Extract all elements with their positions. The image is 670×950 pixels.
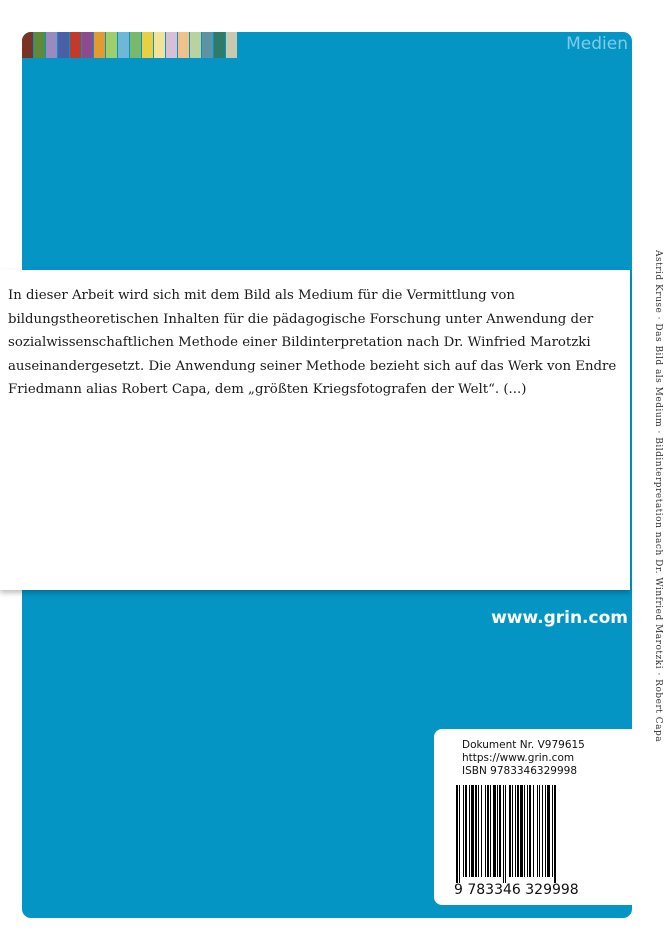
blurb-text: In dieser Arbeit wird sich mit dem Bild als Medium für die Vermittlung von bildungstheoretischen Inhalten für die pädagogische Forschung unter Anwendung der sozialwissenschaftlichen Methode einer Bildinterpretation nach Dr. Winfried Marotzki auseinandergesetzt. Die Anwendung seiner Methode bezieht sich auf das Werk von Endre Friedmann alias Robert Capa, dem „größten Kriegsfotografen der Welt“. (...): [8, 288, 617, 397]
barcode-digits: 9 783346 329998: [454, 882, 579, 898]
barcode-bar: [505, 785, 506, 883]
barcode-bar: [459, 785, 460, 883]
document-number: Dokument Nr. V979615: [462, 739, 585, 751]
barcode-bar: [463, 785, 464, 877]
spine: [650, 250, 666, 900]
barcode-bar: [497, 785, 498, 877]
barcode-bar: [524, 785, 525, 877]
barcode-bar: [552, 785, 553, 877]
color-stripe: [70, 32, 81, 58]
barcode-bar: [469, 785, 470, 877]
color-stripe: [166, 32, 177, 58]
barcode-bar: [485, 785, 486, 877]
isbn: ISBN 9783346329998: [462, 765, 578, 777]
category-label: Medien: [566, 34, 628, 54]
publisher-url: www.grin.com: [491, 608, 628, 628]
barcode-bar: [545, 785, 546, 877]
document-url: https://www.grin.com: [462, 752, 575, 764]
barcode-bar: [542, 785, 543, 877]
color-stripe: [22, 32, 33, 58]
document-info: [462, 739, 585, 778]
color-stripes: [22, 32, 252, 58]
barcode-bar: [539, 785, 540, 877]
blurb-panel: [0, 270, 630, 590]
color-stripe: [58, 32, 69, 58]
barcode-bar: [529, 785, 531, 877]
color-stripe: [142, 32, 153, 58]
barcode-bar: [487, 785, 489, 877]
barcode-bar: [527, 785, 528, 877]
barcode-bar: [520, 785, 523, 877]
barcode-bar: [493, 785, 496, 877]
barcode-bar: [478, 785, 479, 877]
barcode-bar: [533, 785, 534, 877]
color-stripe: [118, 32, 129, 58]
barcode-bar: [481, 785, 482, 877]
barcode-bar: [537, 785, 538, 877]
color-stripe: [94, 32, 105, 58]
color-stripe: [190, 32, 201, 58]
color-stripe: [178, 32, 189, 58]
barcode-bar: [515, 785, 516, 877]
color-stripe: [202, 32, 213, 58]
barcode-bar: [547, 785, 550, 877]
color-stripe: [226, 32, 237, 58]
barcode-bar: [503, 785, 504, 883]
color-stripe: [82, 32, 93, 58]
barcode-bar: [465, 785, 467, 877]
barcode-image: [456, 785, 610, 883]
spine-text: Astrid Kruse · Das Bild als Medium · Bildinterpretation nach Dr. Winfried Marotzki · Robert Capa: [653, 250, 663, 743]
barcode-bar: [509, 785, 511, 877]
barcode-bar: [554, 785, 556, 883]
barcode-bar: [456, 785, 458, 883]
barcode-bar: [517, 785, 519, 877]
barcode-bar: [490, 785, 491, 877]
barcode-bar: [471, 785, 474, 877]
barcode-bar: [475, 785, 477, 877]
color-stripe: [130, 32, 141, 58]
color-stripe: [34, 32, 45, 58]
barcode-box: [434, 729, 632, 905]
barcode-bar: [512, 785, 513, 877]
color-stripe: [214, 32, 225, 58]
color-stripe: [106, 32, 117, 58]
color-stripe: [46, 32, 57, 58]
color-stripe: [154, 32, 165, 58]
barcode-bar: [499, 785, 501, 877]
